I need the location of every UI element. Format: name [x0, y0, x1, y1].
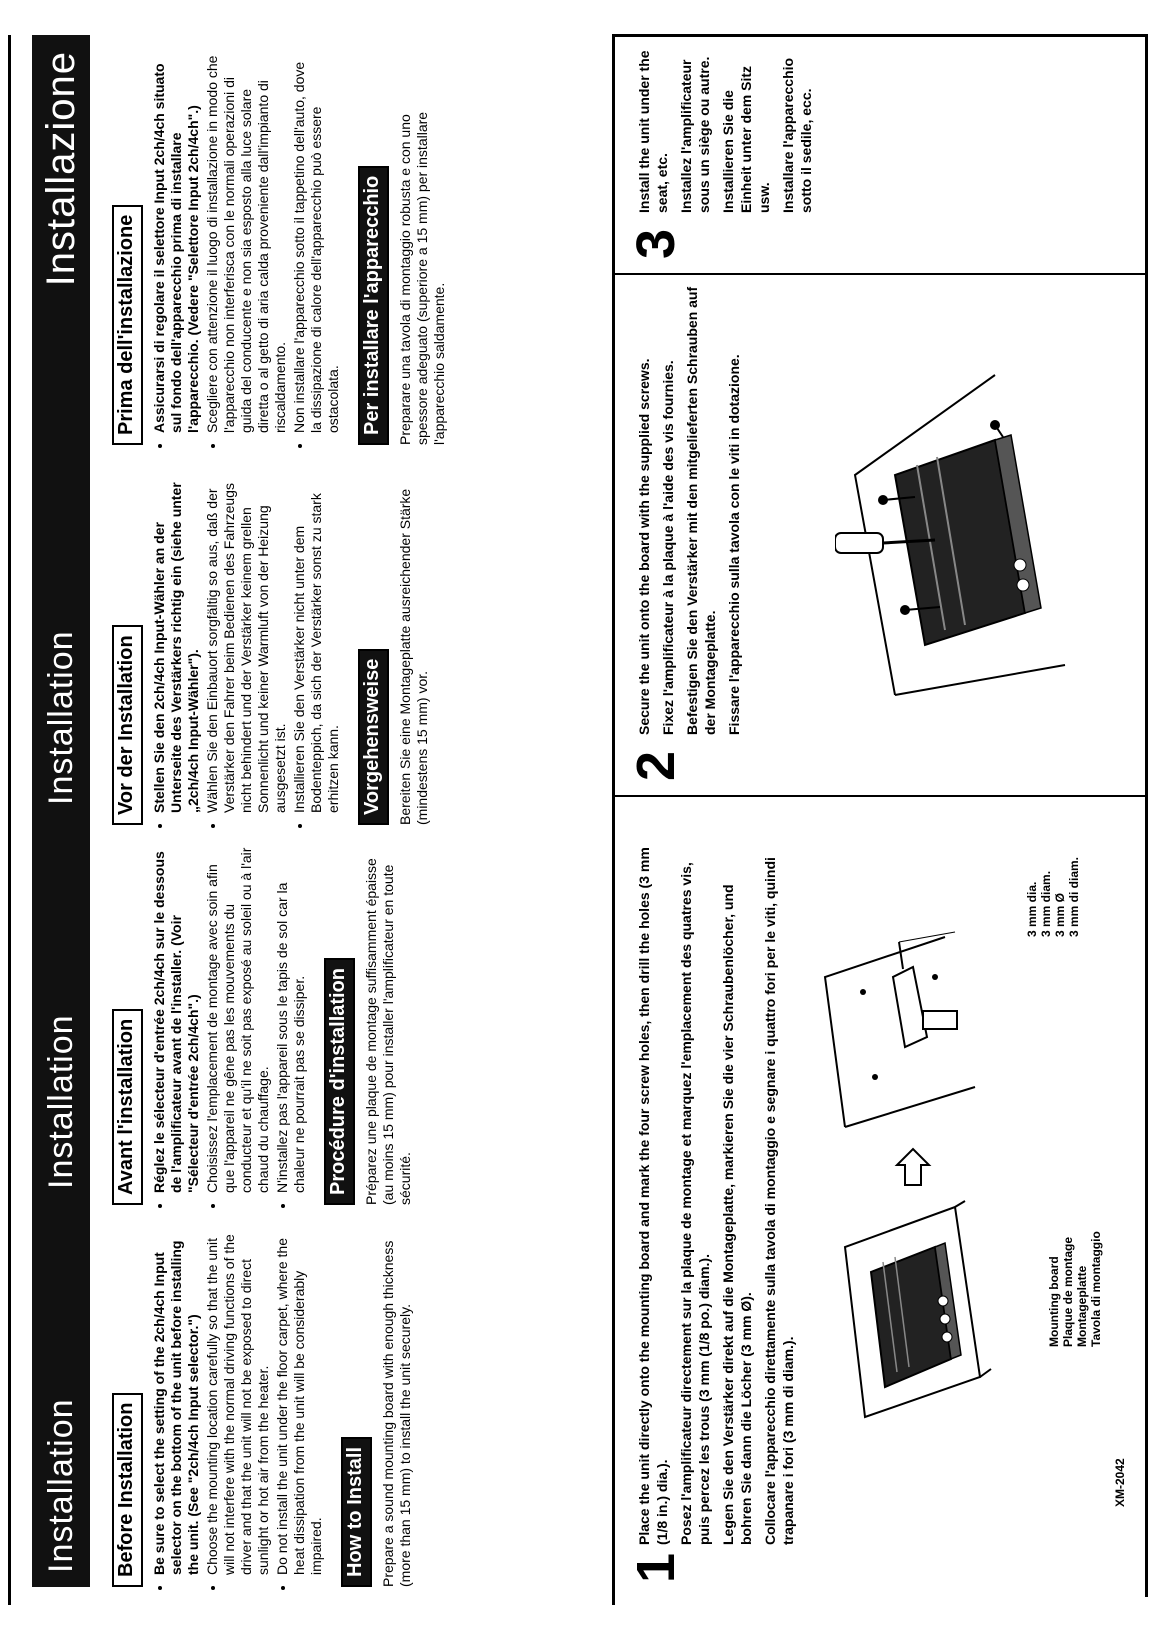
board-label-de: Montageplatte: [1075, 1265, 1089, 1347]
german-before-list: [151, 465, 342, 825]
title-french: Installation: [42, 1014, 80, 1189]
italian-how-text: Preparare una tavola di montaggio robusta e con uno spessore adeguato (superiore a 15 mm) per installare l'apparecchio saldamente.: [397, 111, 447, 445]
french-column: [112, 845, 414, 1205]
step-3-german: Installieren Sie die Einheit unter dem Sitz usw.: [720, 65, 772, 213]
drill-illustration: [805, 927, 1045, 1447]
board-label-fr: Plaque de montage: [1061, 1236, 1075, 1347]
board-label-en: Mounting board: [1047, 1256, 1061, 1347]
french-before-heading: Avant l'installation: [112, 1009, 143, 1205]
screw-illustration: [835, 365, 1085, 705]
hole-label-it: 3 mm di diam.: [1067, 856, 1081, 937]
list-item: • Choose the mounting location carefully so that the unit will not interfere with the normal driving functions of the driver and that the unit will not be exposed to direct sunlight or hot air from the heater.: [204, 1227, 272, 1575]
list-item: • Installieren Sie den Verstärker nicht unter dem Bodenteppich, da sich der Verstärker sonst zu stark erhitzen kann.: [291, 465, 342, 813]
step-1-italian: Collocare l'apparecchio direttamente sulla tavola di montaggio e segnare i quattro fori per le viti, quindi trapanare i fori (3 mm di diam.).: [762, 857, 796, 1545]
step-2-number: 2: [626, 750, 686, 781]
step-3-text: [635, 43, 821, 213]
drill-icon: [893, 932, 957, 1047]
german-how-text: Bereiten Sie eine Montageplatte ausreichender Stärke (mindestens 15 mm) vor.: [397, 488, 430, 825]
step-3-italian: Installare l'apparecchio sotto il sedile, ecc.: [780, 57, 814, 213]
title-italian: Installazione: [39, 51, 83, 287]
list-item: • Assicurarsi di regolare il selettore Input 2ch/4ch situato sul fondo dell'apparecchio prima di installare l'apparecchio. (Vedere "Selettore Input 2ch/4ch".): [151, 55, 202, 433]
model-number: XM-2042: [1113, 1458, 1127, 1507]
hole-label-de: 3 mm Ø: [1053, 892, 1067, 937]
italian-how-heading: Per installare l'apparecchio: [358, 166, 389, 445]
english-before-heading: Before Installation: [112, 1393, 143, 1587]
title-german: Installation: [42, 630, 80, 805]
hole-label-fr: 3 mm diam.: [1039, 870, 1053, 937]
list-item: • Stellen Sie den 2ch/4ch Input-Wähler an der Unterseite des Verstärkers richtig ein (siehe unter „2ch/4ch Input-Wähler").: [151, 465, 202, 813]
list-item: • N'installez pas l'appareil sous le tapis de sol car la chaleur ne pourrait pas se dissiper.: [274, 845, 308, 1193]
step-divider: [615, 795, 1145, 797]
step-2-panel: [615, 275, 1145, 795]
step-2-english: Secure the unit onto the board with the supplied screws.: [636, 358, 652, 735]
german-before-heading: Vor der Installation: [112, 625, 143, 825]
step-3-english: Install the unit under the seat, etc.: [636, 50, 670, 213]
list-item: • Réglez le sélecteur d'entrée 2ch/4ch sur le dessous de l'amplificateur avant de l'installer. (Voir "Sélecteur d'entrée 2ch/4ch".): [151, 845, 202, 1193]
step-1-german: Legen Sie den Verstärker direkt auf die Montageplatte, markieren Sie die vier Schraubenlöcher, und bohren Sie dann die Löcher (3 mm Ø).: [720, 884, 754, 1545]
english-before-list: [151, 1227, 325, 1587]
hole-label-en: 3 mm dia.: [1025, 881, 1039, 937]
steps-box: [612, 34, 1148, 1597]
french-how-heading: Procédure d'installation: [324, 958, 355, 1205]
step-2-italian: Fissare l'apparecchio sulla tavola con le viti in dotazione.: [726, 354, 742, 735]
french-before-list: [151, 845, 308, 1205]
hole-caption: [1025, 857, 1081, 937]
step-3-french: Installez l'amplificateur sous un siège ou autre.: [678, 56, 712, 213]
english-how-text: Prepare a sound mounting board with enough thickness (more than 15 mm) to install the unit securely.: [380, 1240, 413, 1587]
board-label-it: Tavola di montaggio: [1089, 1231, 1103, 1347]
step-1-text: [635, 845, 803, 1545]
step-1-french: Posez l'amplificateur directement sur la plaque de montage et marquez l'emplacement des quatres vis, puis percez les trous (3 mm (1/8 po.) diam.).: [678, 862, 712, 1545]
list-item: • Choisissez l'emplacement de montage avec soin afin que l'appareil ne gêne pas les mouvements du conducteur et qu'il ne soit pas exposé au soleil ou à l'air chaud du chauffage.: [204, 845, 272, 1193]
step-2-text: [635, 285, 749, 735]
top-rule: [8, 35, 11, 1605]
step-2-french: Fixez l'amplificateur à la plaque à l'aide des vis fournies.: [660, 360, 676, 735]
step-1-panel: [615, 797, 1145, 1597]
list-item: • Be sure to select the setting of the 2ch/4ch Input selector on the bottom of the unit before installing the unit. (See "2ch/4ch Input selector."): [151, 1227, 202, 1575]
english-column: [112, 1227, 414, 1587]
step-1-number: 1: [626, 1552, 686, 1583]
german-how-heading: Vorgehensweise: [358, 649, 389, 825]
step-2-german: Befestigen Sie den Verstärker mit den mitgelieferten Schrauben auf der Montageplatte.: [684, 286, 718, 735]
board-caption: [1047, 1231, 1103, 1347]
list-item: • Do not install the unit under the floor carpet, where the heat dissipation from the unit will be considerably impaired.: [274, 1227, 325, 1575]
german-column: [112, 465, 431, 825]
title-bar: [32, 35, 90, 1587]
step-3-number: 3: [626, 228, 686, 259]
italian-column: [112, 55, 448, 445]
step-divider: [615, 273, 1145, 275]
right-arrow-icon: [897, 1149, 929, 1185]
list-item: • Scegliere con attenzione il luogo di installazione in modo che l'apparecchio non interferisca con le normali operazioni di guida del conducente e non sia esposto alla luce solare diretta o al getto di aria calda proveniente dall'impianto di riscaldamento.: [204, 55, 289, 433]
list-item: • Wählen Sie den Einbauort sorgfältig so aus, daß der Verstärker den Fahrer beim Bedienen des Fahrzeugs nicht behindert und der Verstärker keinem grellen Sonnenlicht und keiner Warmluft von der Heizung ausgesetzt ist.: [204, 465, 289, 813]
italian-before-heading: Prima dell'installazione: [112, 205, 143, 445]
italian-before-list: [151, 55, 342, 445]
french-how-text: Préparez une plaque de montage suffisamment épaisse (au moins 15 mm) pour installer l'amplificateur en toute sécurité.: [363, 858, 413, 1205]
step-1-english: Place the unit directly onto the mounting board and mark the four screw holes, then drill the holes (3 mm (1/8 in.) dia.).: [636, 847, 670, 1545]
step-3-panel: [615, 37, 1145, 273]
list-item: • Non installare l'apparecchio sotto il tappetino dell'auto, dove la dissipazione di calore dell'apparecchio può essere ostacolata.: [291, 55, 342, 433]
english-how-heading: How to Install: [341, 1437, 372, 1587]
title-english: Installation: [42, 1398, 80, 1573]
marked-board-drawing: [825, 937, 975, 1127]
